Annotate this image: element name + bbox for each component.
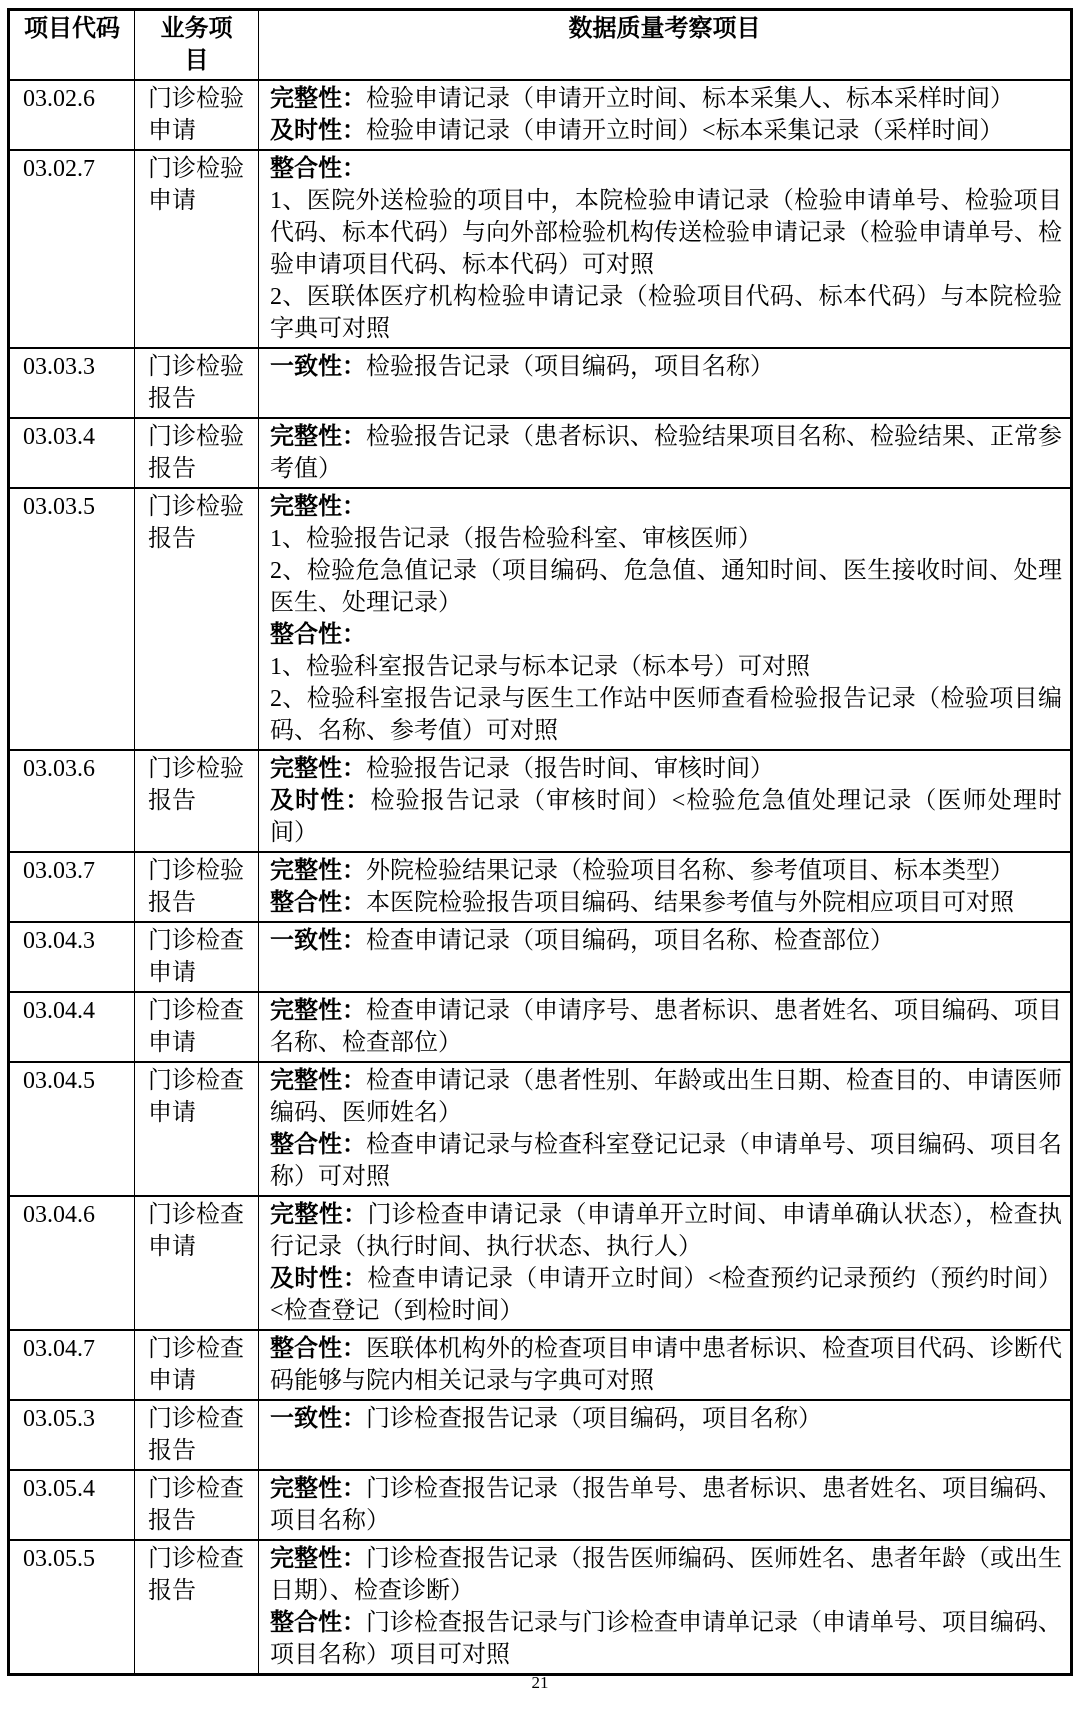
- quality-items-cell: [259, 750, 1072, 852]
- quality-item: [270, 1403, 1062, 1435]
- table-row: [9, 418, 1072, 488]
- quality-item: [270, 115, 1062, 147]
- table-row: [9, 992, 1072, 1062]
- project-code-cell: 03.03.6: [9, 750, 135, 852]
- quality-items-cell: [259, 1196, 1072, 1330]
- quality-item-text: 门诊检查报告记录（报告医师编码、医师姓名、患者年龄（或出生日期）、检查诊断）: [270, 1546, 1062, 1604]
- page-number: 21: [531, 1673, 549, 1692]
- quality-item-text: 检验报告记录（审核时间）<检验危急值处理记录（医师处理时间）: [270, 788, 1062, 846]
- dimension-label: 完整性：: [270, 998, 366, 1024]
- table-row: [9, 1196, 1072, 1330]
- quality-item: [270, 1473, 1062, 1537]
- quality-item-text: 2、医联体医疗机构检验申请记录（检验项目代码、标本代码）与本院检验字典可对照: [270, 284, 1062, 342]
- dimension-label: 整合性：: [270, 622, 366, 648]
- quality-item: [270, 1129, 1062, 1193]
- dimension-label: 一致性：: [270, 928, 366, 954]
- project-code-cell: 03.02.7: [9, 150, 135, 348]
- project-code-cell: 03.04.6: [9, 1196, 135, 1330]
- quality-item: [270, 1607, 1062, 1671]
- quality-item: [270, 153, 1062, 185]
- business-item-cell: 门诊检验申请: [135, 150, 259, 348]
- table-row: [9, 488, 1072, 750]
- dimension-label: 整合性：: [270, 1610, 366, 1636]
- table-header-row: [9, 10, 1072, 81]
- project-code-cell: 03.05.5: [9, 1540, 135, 1675]
- quality-item-text: 门诊检查报告记录（报告单号、患者标识、患者姓名、项目编码、项目名称）: [270, 1476, 1062, 1534]
- quality-item: [270, 421, 1062, 485]
- quality-item: [270, 887, 1062, 919]
- quality-item: [270, 1543, 1062, 1607]
- header-quality-items: 数据质量考察项目: [259, 10, 1072, 81]
- quality-item: [270, 555, 1062, 619]
- project-code-cell: 03.03.7: [9, 852, 135, 922]
- quality-item-text: 检验报告记录（患者标识、检验结果项目名称、检验结果、正常参考值）: [270, 424, 1062, 482]
- table-row: [9, 1330, 1072, 1400]
- quality-item: [270, 925, 1062, 957]
- quality-items-cell: [259, 418, 1072, 488]
- business-item-cell: 门诊检验报告: [135, 750, 259, 852]
- quality-item-text: 检查申请记录（项目编码，项目名称、检查部位）: [366, 928, 894, 954]
- quality-items-cell: [259, 1330, 1072, 1400]
- quality-item-text: 门诊检查报告记录（项目编码，项目名称）: [366, 1406, 822, 1432]
- dimension-label: 整合性：: [270, 1336, 366, 1362]
- business-item-cell: 门诊检验申请: [135, 80, 259, 150]
- project-code-cell: 03.03.3: [9, 348, 135, 418]
- quality-item-text: 门诊检查报告记录与门诊检查申请单记录（申请单号、项目编码、项目名称）项目可对照: [270, 1610, 1062, 1668]
- quality-items-cell: [259, 992, 1072, 1062]
- dimension-label: 一致性：: [270, 1406, 366, 1432]
- quality-item: [270, 523, 1062, 555]
- business-item-cell: 门诊检验报告: [135, 418, 259, 488]
- business-item-cell: 门诊检查申请: [135, 922, 259, 992]
- dimension-label: 完整性：: [270, 424, 366, 450]
- quality-item-text: 1、检验报告记录（报告检验科室、审核医师）: [270, 526, 762, 552]
- quality-items-cell: [259, 1062, 1072, 1196]
- quality-items-cell: [259, 1400, 1072, 1470]
- quality-item: [270, 683, 1062, 747]
- business-item-cell: 门诊检查报告: [135, 1400, 259, 1470]
- project-code-cell: 03.02.6: [9, 80, 135, 150]
- table-row: [9, 852, 1072, 922]
- quality-item: [270, 753, 1062, 785]
- quality-items-cell: [259, 150, 1072, 348]
- dimension-label: 完整性：: [270, 1068, 366, 1094]
- quality-item-text: 2、检验危急值记录（项目编码、危急值、通知时间、医生接收时间、处理医生、处理记录）: [270, 558, 1062, 616]
- dimension-label: 整合性：: [270, 890, 366, 916]
- dimension-label: 整合性：: [270, 1132, 366, 1158]
- quality-item-text: 检查申请记录与检查科室登记记录（申请单号、项目编码、项目名称）可对照: [270, 1132, 1062, 1190]
- quality-items-cell: [259, 1540, 1072, 1675]
- quality-items-cell: [259, 852, 1072, 922]
- table-row: [9, 348, 1072, 418]
- business-item-cell: 门诊检验报告: [135, 488, 259, 750]
- quality-item: [270, 83, 1062, 115]
- table-row: [9, 750, 1072, 852]
- quality-items-cell: [259, 348, 1072, 418]
- quality-item-text: 本医院检验报告项目编码、结果参考值与外院相应项目可对照: [366, 890, 1014, 916]
- quality-items-cell: [259, 488, 1072, 750]
- header-business-item: [135, 10, 259, 81]
- dimension-label: 完整性：: [270, 86, 366, 112]
- quality-item: [270, 785, 1062, 849]
- quality-item: [270, 855, 1062, 887]
- dimension-label: 及时性：: [270, 1266, 368, 1292]
- quality-item-text: 检验申请记录（申请开立时间）<标本采集记录（采样时间）: [366, 118, 1004, 144]
- header-business-item-label: 业务项目: [160, 16, 233, 74]
- table-row: [9, 150, 1072, 348]
- dimension-label: 完整性：: [270, 756, 366, 782]
- quality-item-text: 检查申请记录（患者性别、年龄或出生日期、检查目的、申请医师编码、医师姓名）: [270, 1068, 1062, 1126]
- business-item-cell: 门诊检查报告: [135, 1540, 259, 1675]
- table-body: [9, 80, 1072, 1675]
- quality-item-text: 检验报告记录（报告时间、审核时间）: [366, 756, 774, 782]
- dimension-label: 整合性：: [270, 156, 366, 182]
- dimension-label: 完整性：: [270, 1202, 368, 1228]
- business-item-cell: 门诊检验报告: [135, 852, 259, 922]
- quality-item: [270, 351, 1062, 383]
- quality-item-text: 1、检验科室报告记录与标本记录（标本号）可对照: [270, 654, 810, 680]
- table-row: [9, 1540, 1072, 1675]
- quality-item-text: 检验报告记录（项目编码，项目名称）: [366, 354, 774, 380]
- quality-item: [270, 1199, 1062, 1263]
- quality-item-text: 门诊检查申请记录（申请单开立时间、申请单确认状态），检查执行记录（执行时间、执行状态、执行人）: [270, 1202, 1062, 1260]
- table-row: [9, 922, 1072, 992]
- quality-item-text: 2、检验科室报告记录与医生工作站中医师查看检验报告记录（检验项目编码、名称、参考值）可对照: [270, 686, 1062, 744]
- quality-item: [270, 1065, 1062, 1129]
- quality-item: [270, 1263, 1062, 1327]
- quality-item: [270, 651, 1062, 683]
- quality-item: [270, 619, 1062, 651]
- quality-item: [270, 1333, 1062, 1397]
- quality-item: [270, 491, 1062, 523]
- header-project-code: 项目代码: [9, 10, 135, 81]
- project-code-cell: 03.04.4: [9, 992, 135, 1062]
- quality-item: [270, 995, 1062, 1059]
- dimension-label: 完整性：: [270, 858, 366, 884]
- quality-item-text: 1、医院外送检验的项目中，本院检验申请记录（检验申请单号、检验项目代码、标本代码）与向外部检验机构传送检验申请记录（检验申请单号、检验申请项目代码、标本代码）可对照: [270, 188, 1062, 278]
- business-item-cell: 门诊检查申请: [135, 992, 259, 1062]
- project-code-cell: 03.04.7: [9, 1330, 135, 1400]
- table-row: [9, 1400, 1072, 1470]
- quality-item-text: 检查申请记录（申请序号、患者标识、患者姓名、项目编码、项目名称、检查部位）: [270, 998, 1062, 1056]
- quality-item-text: 医联体机构外的检查项目申请中患者标识、检查项目代码、诊断代码能够与院内相关记录与字典可对照: [270, 1336, 1062, 1394]
- dimension-label: 完整性：: [270, 1546, 366, 1572]
- business-item-cell: 门诊检查申请: [135, 1062, 259, 1196]
- table-row: [9, 1470, 1072, 1540]
- project-code-cell: 03.05.3: [9, 1400, 135, 1470]
- quality-item-text: 检验申请记录（申请开立时间、标本采集人、标本采样时间）: [366, 86, 1014, 112]
- dimension-label: 及时性：: [270, 118, 366, 144]
- project-code-cell: 03.04.3: [9, 922, 135, 992]
- quality-items-cell: [259, 80, 1072, 150]
- dimension-label: 完整性：: [270, 1476, 366, 1502]
- quality-item: [270, 185, 1062, 281]
- business-item-cell: 门诊检验报告: [135, 348, 259, 418]
- dimension-label: 一致性：: [270, 354, 366, 380]
- quality-item: [270, 281, 1062, 345]
- quality-items-cell: [259, 1470, 1072, 1540]
- quality-item-text: 检查申请记录（申请开立时间）<检查预约记录预约（预约时间）<检查登记（到检时间）: [270, 1266, 1062, 1324]
- data-quality-table: [7, 8, 1073, 1676]
- quality-item-text: 外院检验结果记录（检验项目名称、参考值项目、标本类型）: [366, 858, 1014, 884]
- project-code-cell: 03.03.5: [9, 488, 135, 750]
- dimension-label: 完整性：: [270, 494, 366, 520]
- business-item-cell: 门诊检查报告: [135, 1470, 259, 1540]
- project-code-cell: 03.04.5: [9, 1062, 135, 1196]
- table-row: [9, 1062, 1072, 1196]
- quality-items-cell: [259, 922, 1072, 992]
- dimension-label: 及时性：: [270, 788, 371, 814]
- project-code-cell: 03.03.4: [9, 418, 135, 488]
- table-row: [9, 80, 1072, 150]
- business-item-cell: 门诊检查申请: [135, 1330, 259, 1400]
- project-code-cell: 03.05.4: [9, 1470, 135, 1540]
- business-item-cell: 门诊检查申请: [135, 1196, 259, 1330]
